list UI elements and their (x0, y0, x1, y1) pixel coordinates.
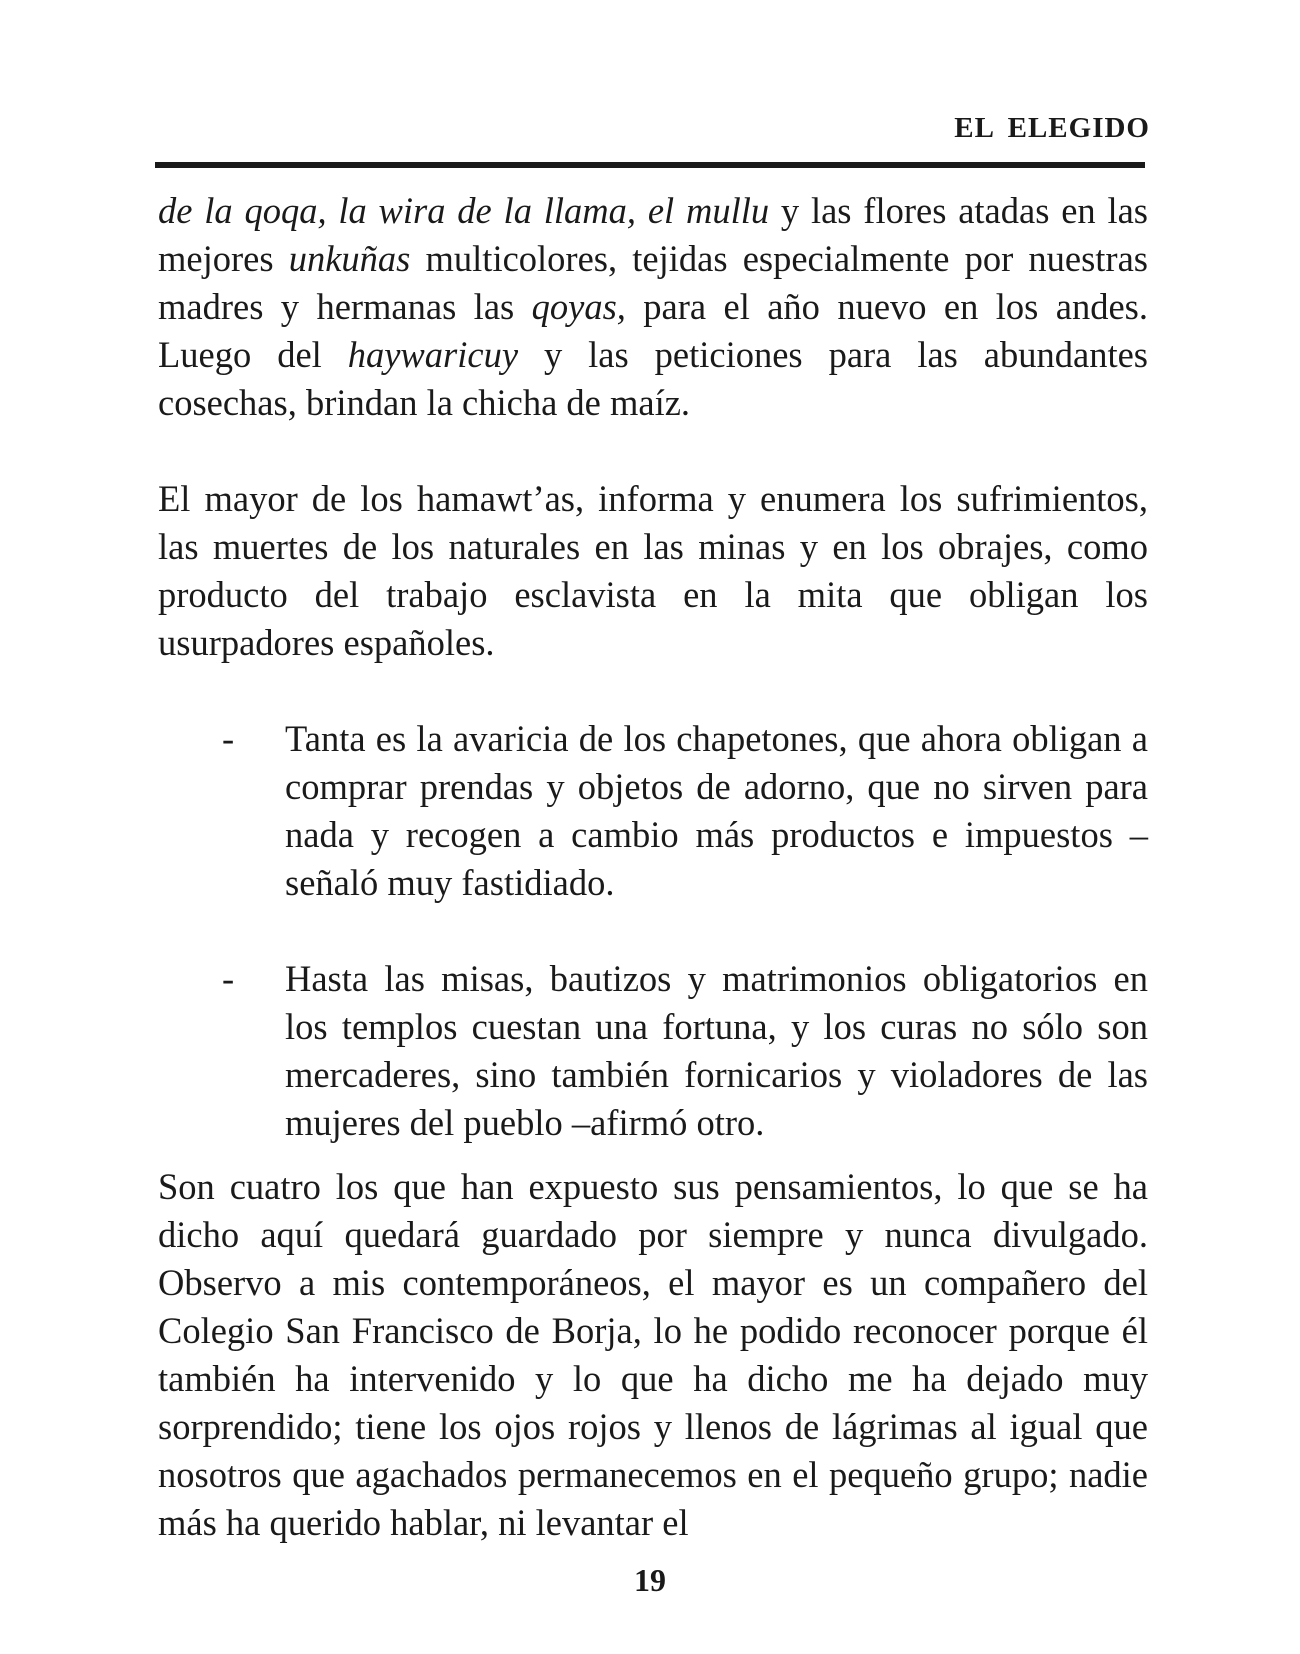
text-span: multicolores, tejidas especialmente por nuestras madres y hermanas las (158, 238, 1148, 327)
paragraph-1 (158, 187, 1148, 427)
dialogue-item (158, 715, 1148, 907)
text-span: para el año nuevo en los andes. Luego del (158, 286, 1148, 375)
page-body (158, 187, 1148, 1547)
dialogue-text: Tanta es la avaricia de los chapetones, que ahora obligan a comprar prendas y objetos de adorno, que no sirven para nada y recogen a cambio más productos e impuestos –señaló muy fastidiado. (285, 718, 1148, 903)
italic-span: unkuñas (288, 238, 411, 279)
text-span: y las flores atadas en las mejores (158, 190, 1149, 279)
italic-span: de la qoqa, la wira de la llama, el mullu (158, 190, 770, 231)
page-number: 19 (634, 1562, 666, 1598)
text-span: y las peticiones para las abundantes cosechas, brindan la chicha de maíz. (158, 334, 1149, 423)
paragraph-3: Son cuatro los que han expuesto sus pensamientos, lo que se ha dicho aquí quedará guardado por siempre y nunca divulgado. Observo a mis contemporáneos, el mayor es un compañero del Colegio San Francisco de Borja, lo he podido reconocer porque él también ha intervenido y lo que ha dicho me ha dejado muy sorprendido; tiene los ojos rojos y llenos de lágrimas al igual que nosotros que agachados permanecemos en el pequeño grupo; nadie más ha querido hablar, ni levantar el (158, 1166, 1148, 1543)
paragraph-2: El mayor de los hamawt’as, informa y enumera los sufrimientos, las muertes de los naturales en las minas y en los obrajes, como producto del trabajo esclavista en la mita que obligan los usurpadores españoles. (158, 478, 1148, 663)
dialogue-text: Hasta las misas, bautizos y matrimonios obligatorios en los templos cuestan una fortuna, y los curas no sólo son mercaderes, sino también fornicarios y violadores de las mujeres del pueblo –afirmó otro. (285, 958, 1148, 1143)
italic-span: qoyas, (531, 286, 626, 327)
dialogue-dash: - (222, 718, 235, 759)
italic-span: haywaricuy (347, 334, 519, 375)
dialogue-item (158, 955, 1148, 1147)
header-rule (155, 162, 1145, 168)
dialogue-dash: - (222, 958, 235, 999)
running-header: EL ELEGIDO (954, 112, 1150, 144)
